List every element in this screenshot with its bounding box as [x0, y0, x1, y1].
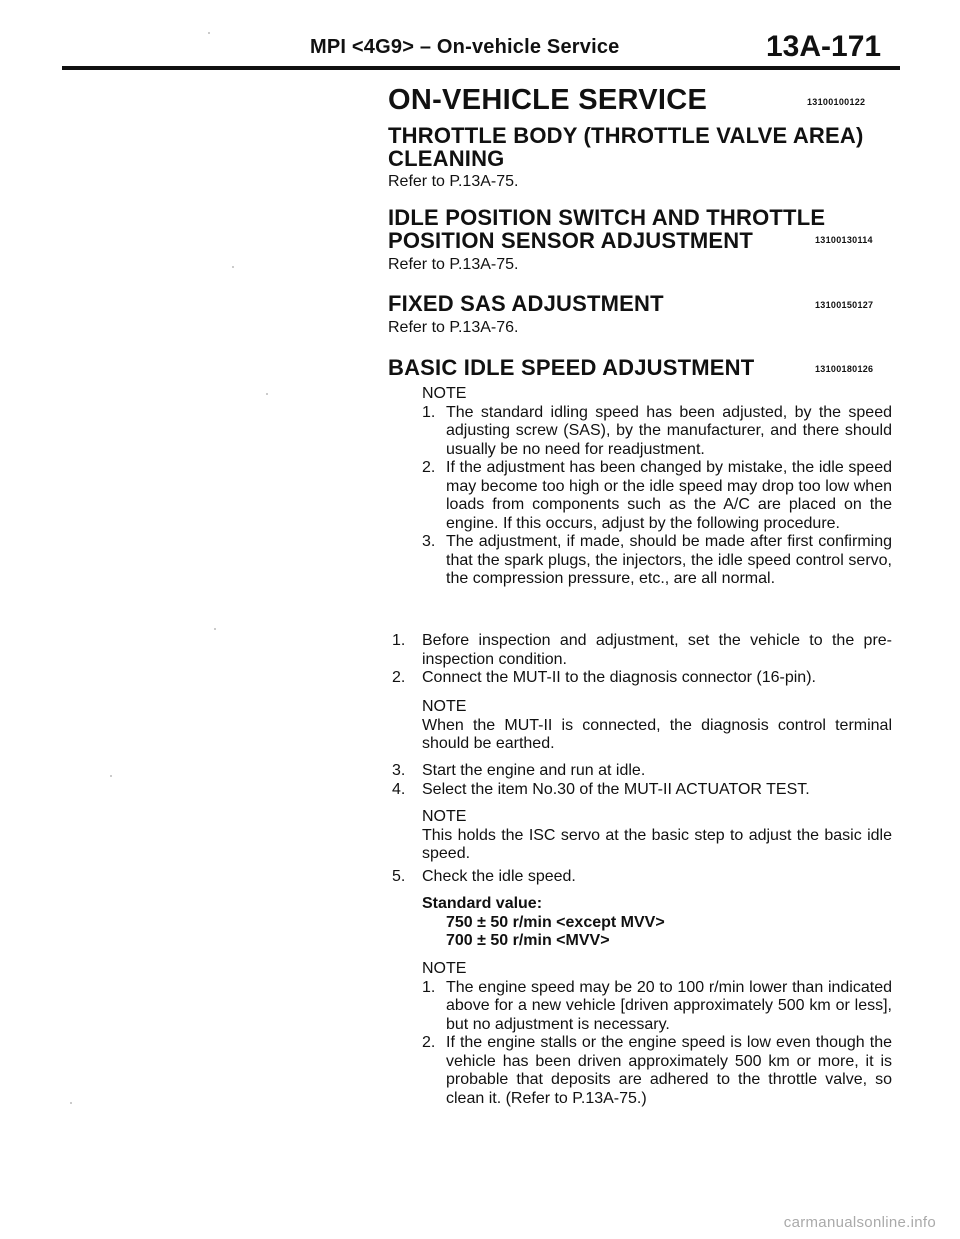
- page-number: 13A-171: [766, 30, 882, 63]
- note-item: 2. If the adjustment has been changed by mistake, the idle speed may become too high or the idle speed may drop too low when loads from components such as the A/C are placed on the engine. If this occurs, adjust by the following procedure.: [422, 459, 892, 532]
- scan-speck: [70, 1102, 72, 1104]
- scan-speck: [232, 266, 234, 268]
- final-note-block: NOTE 1. The engine speed may be 20 to 100 r/min lower than indicated above for a new vehicle [driven approximately 500 km or less], but no adjustment is necessary. 2. If the engine stalls or the engine speed is low even though the vehicle has been driven approximately 500 km or more, it is probable that deposits are adhered to the throttle valve, so clean it. (Refer to P.13A-75.): [422, 960, 892, 1107]
- procedure-step: 1. Before inspection and adjustment, set the vehicle to the pre-inspection condition.: [392, 632, 892, 668]
- procedure-step: 5. Check the idle speed.: [392, 868, 576, 885]
- note-label: NOTE: [422, 385, 467, 402]
- note-isc-servo: NOTE This holds the ISC servo at the basic step to adjust the basic idle speed.: [422, 808, 892, 862]
- main-heading: ON-VEHICLE SERVICE: [388, 84, 708, 116]
- running-header-title: MPI <4G9> – On-vehicle Service: [310, 36, 620, 58]
- standard-value-block: [422, 895, 892, 951]
- section-ref-fixed-sas: Refer to P.13A-76.: [388, 319, 519, 336]
- standard-value: 750 ± 50 r/min <except MVV>: [446, 913, 665, 931]
- watermark-url: carmanualsonline.info: [783, 1214, 936, 1231]
- section-ref-idle-position: Refer to P.13A-75.: [388, 256, 519, 273]
- procedure-steps-1-2: [392, 632, 892, 688]
- scan-speck: [110, 775, 112, 777]
- section-ref-throttle-body: Refer to P.13A-75.: [388, 173, 519, 190]
- note-mut-ii: NOTE When the MUT-II is connected, the diagnosis control terminal should be earthed.: [422, 698, 892, 752]
- standard-value: 700 ± 50 r/min <MVV>: [446, 932, 610, 949]
- procedure-steps-3-4: [392, 762, 892, 799]
- procedure-step: 3. Start the engine and run at idle.: [392, 762, 646, 779]
- note-item: 1. The standard idling speed has been adjusted, by the speed adjusting screw (SAS), by the manufacturer, and there should usually be no need for readjustment.: [422, 403, 892, 458]
- scan-speck: [266, 393, 268, 395]
- standard-value-label: Standard value:: [422, 895, 543, 912]
- note-item: 2. If the engine stalls or the engine speed is low even though the vehicle has been driven approximately 500 km or more, it is probable that deposits are adhered to the throttle valve, so clean it. (Refer to P.13A-75.): [422, 1034, 892, 1107]
- scan-speck: [208, 32, 210, 34]
- section-title-idle-position: IDLE POSITION SWITCH AND THROTTLE POSITION SENSOR ADJUSTMENT: [388, 205, 826, 253]
- section-code-fixed-sas: 13100150127: [815, 300, 874, 310]
- procedure-step: 2. Connect the MUT-II to the diagnosis connector (16-pin).: [392, 669, 816, 686]
- note-item: 1. The engine speed may be 20 to 100 r/min lower than indicated above for a new vehicle [driven approximately 500 km or less], but no adjustment is necessary.: [422, 978, 892, 1033]
- note-item: 3. The adjustment, if made, should be made after first confirming that the spark plugs, the injectors, the idle speed control servo, the compression pressure, etc., are all normal.: [422, 533, 892, 587]
- section-title-basic-idle: BASIC IDLE SPEED ADJUSTMENT: [388, 355, 755, 380]
- procedure-step: 4. Select the item No.30 of the MUT-II ACTUATOR TEST.: [392, 780, 810, 798]
- procedure-step-5: [392, 868, 892, 887]
- section-code-basic-idle: 13100180126: [815, 364, 874, 374]
- section-title-throttle-body: THROTTLE BODY (THROTTLE VALVE AREA) CLEANING: [388, 123, 864, 171]
- section-title-fixed-sas: FIXED SAS ADJUSTMENT: [388, 291, 664, 316]
- main-heading-code: 13100100122: [807, 97, 866, 107]
- basic-idle-note-block: [422, 385, 892, 589]
- header-rule: [62, 66, 900, 70]
- section-code-idle-position: 13100130114: [815, 235, 873, 245]
- scan-speck: [214, 628, 216, 630]
